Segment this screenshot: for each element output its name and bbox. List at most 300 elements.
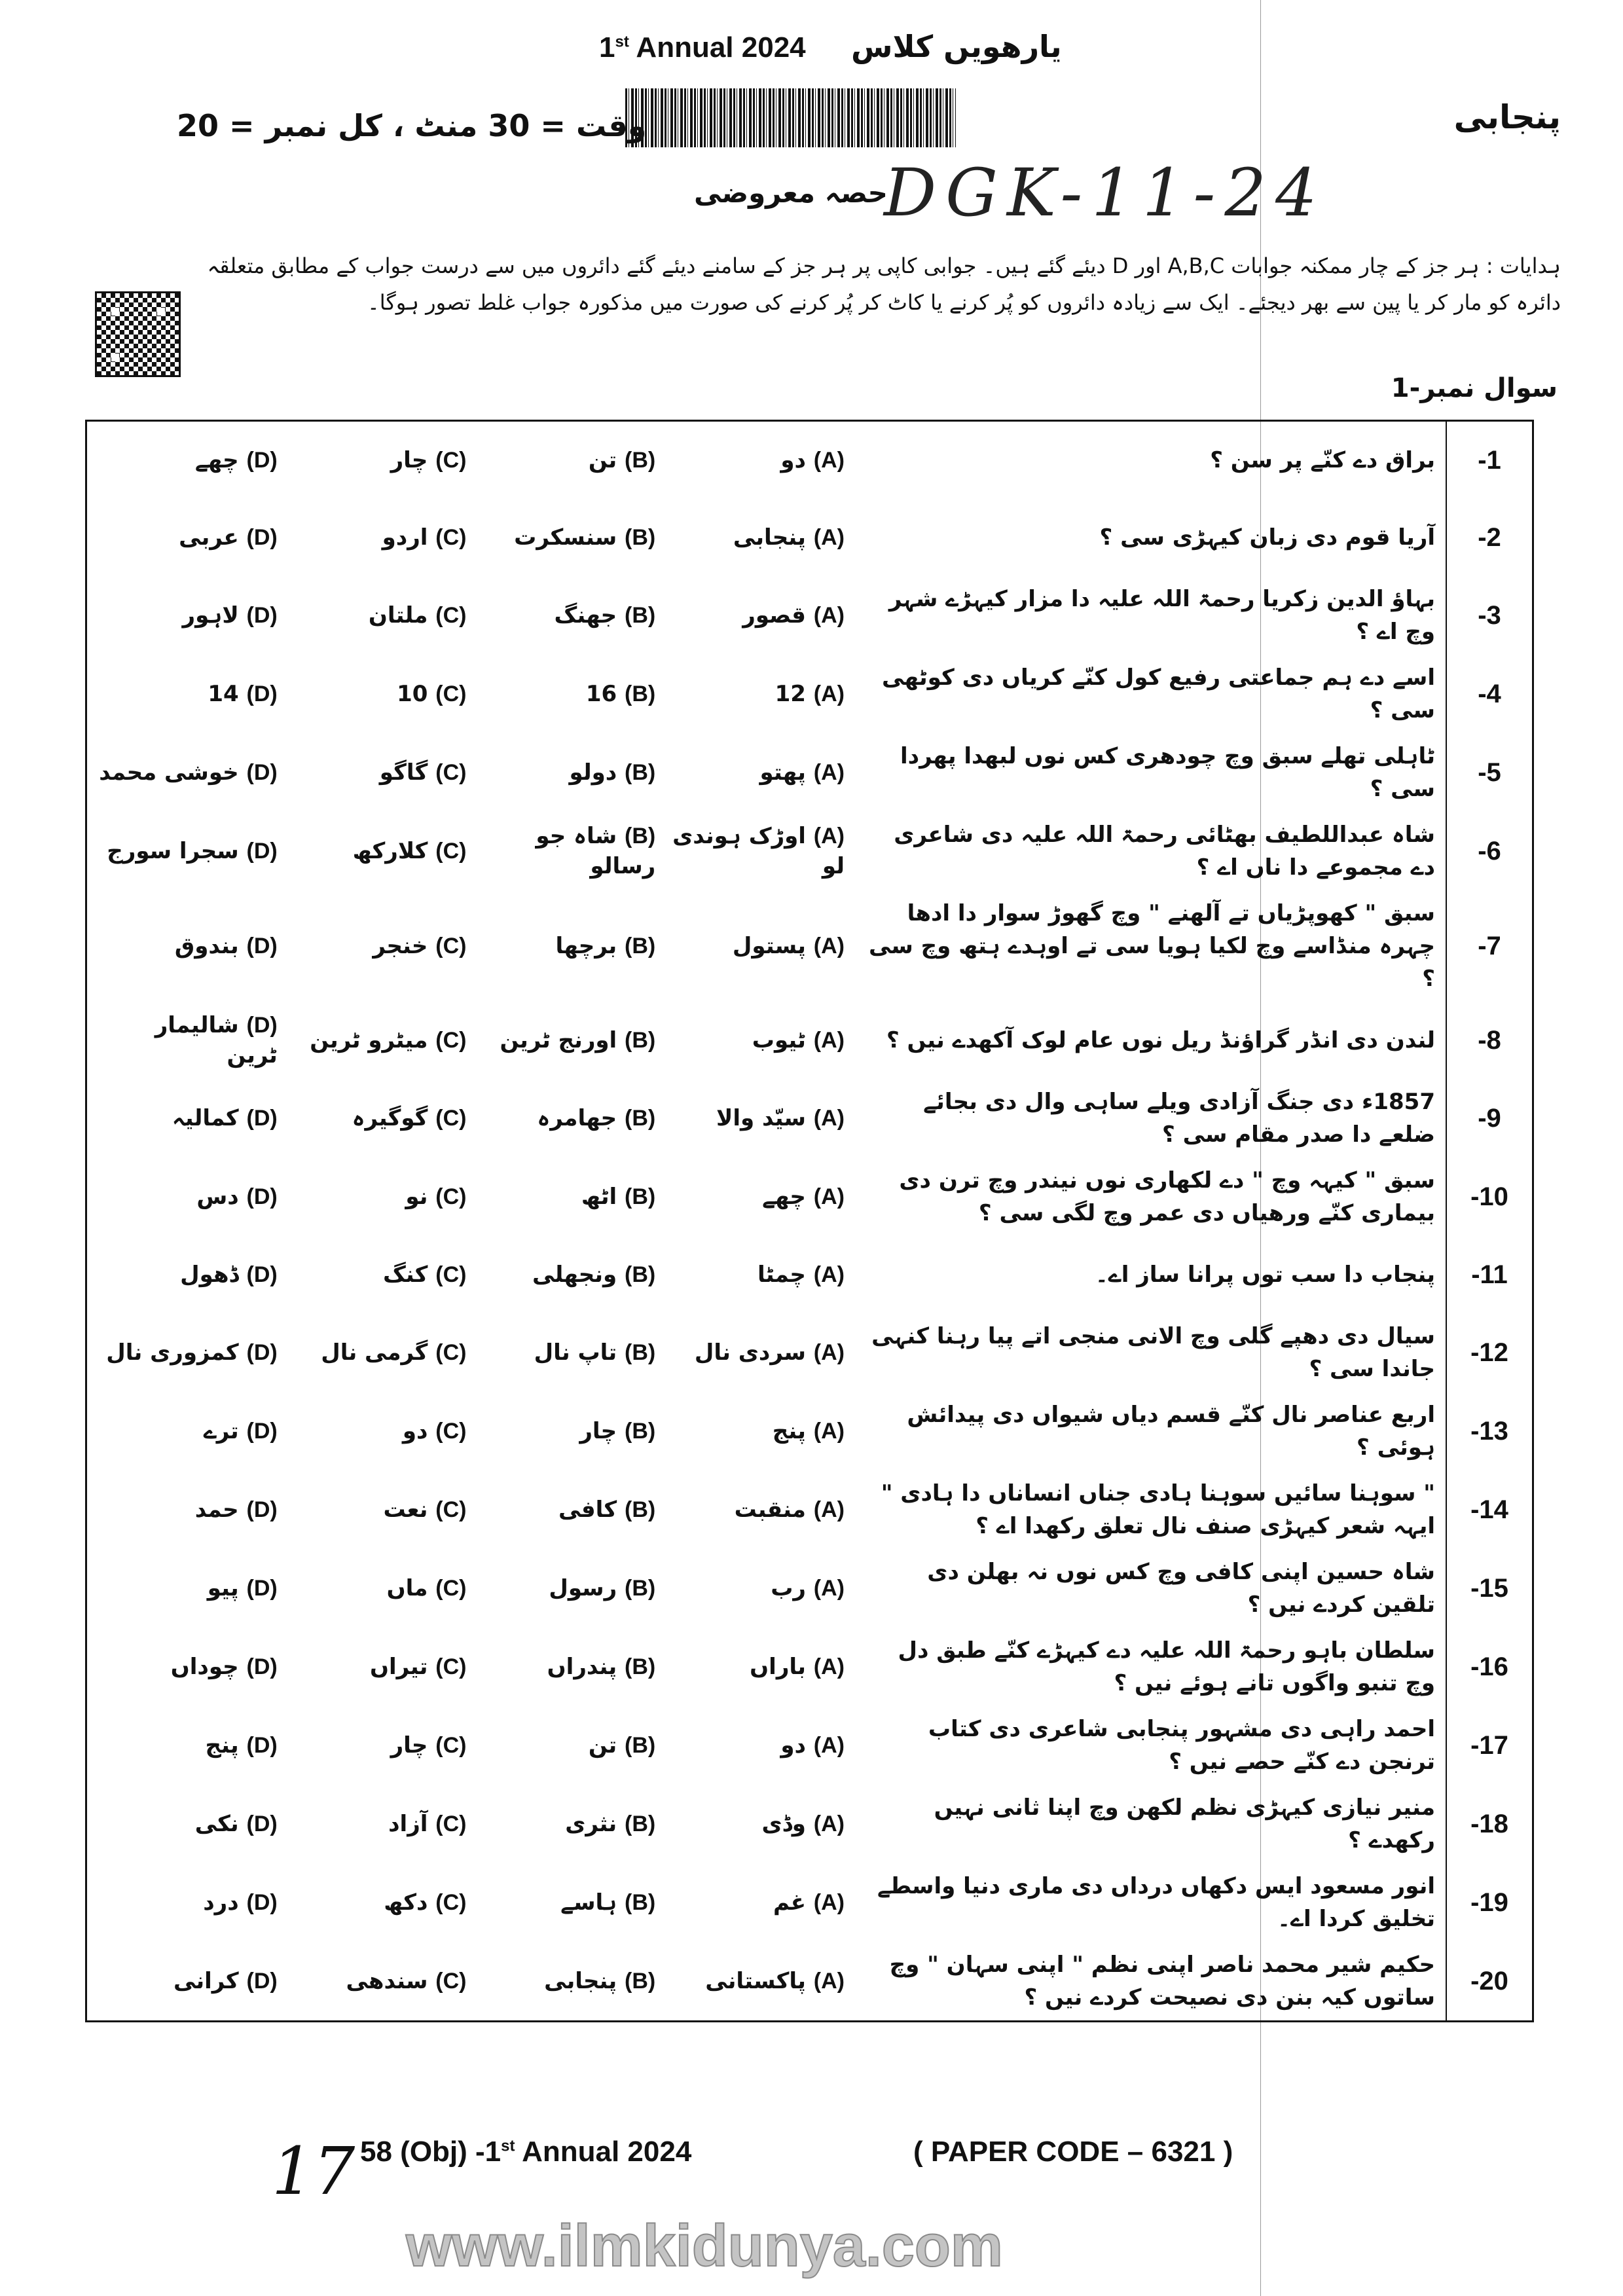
option-label: (A) xyxy=(813,824,845,848)
question-number: -6 xyxy=(1446,812,1532,890)
option-b xyxy=(472,1338,661,1368)
option-text: اوڑک ہوندی لو xyxy=(672,823,845,879)
option-c xyxy=(283,445,472,475)
question-text: شاہ عبداللطیف بھٹائی رحمۃ اللہ علیہ دی شاعری دے مجموعے دا ناں اے ؟ xyxy=(894,822,1435,881)
option-label: (C) xyxy=(435,1497,467,1522)
options-group xyxy=(87,1863,856,1942)
option-d xyxy=(94,1652,283,1682)
question-row xyxy=(87,890,1532,1002)
question-text: سلطان باہو رحمۃ اللہ علیہ دے کیہڑے کنّے طبق دل وچ تنبو واگوں تانے ہوئے نیں ؟ xyxy=(898,1637,1435,1696)
option-a xyxy=(661,931,850,961)
option-text: چار xyxy=(390,1732,428,1758)
question-row xyxy=(87,1549,1532,1628)
time-marks: وقت = 30 منٹ ، کل نمبر = 20 xyxy=(177,108,647,143)
option-text: پنجابی xyxy=(544,1968,617,1994)
option-b xyxy=(472,1025,661,1055)
option-text: خوشی محمد xyxy=(99,759,239,786)
option-c xyxy=(283,1966,472,1996)
watermark: www.ilmkidunya.com xyxy=(406,2214,1003,2279)
option-c xyxy=(283,1573,472,1603)
question-row xyxy=(87,1785,1532,1863)
question-number: -15 xyxy=(1446,1549,1532,1628)
question-text: پنجاب دا سب توں پرانا ساز اے۔ xyxy=(1095,1262,1435,1288)
exam-title xyxy=(599,31,806,64)
option-text: پندراں xyxy=(547,1654,617,1680)
question-row xyxy=(87,1863,1532,1942)
option-b xyxy=(472,1495,661,1525)
option-label: (A) xyxy=(813,1184,845,1209)
options-group xyxy=(87,422,856,499)
option-text: نثری xyxy=(565,1811,617,1837)
handwritten-code: DGK-11-24 xyxy=(884,155,1326,231)
question-number: -10 xyxy=(1446,1157,1532,1236)
option-label: (A) xyxy=(813,1497,845,1522)
question-text: براق دے کنّے پر سن ؟ xyxy=(1210,447,1435,473)
option-label: (A) xyxy=(813,603,845,628)
option-b xyxy=(472,1260,661,1290)
option-text: ملتان xyxy=(368,602,428,629)
option-text: تن xyxy=(588,1732,617,1758)
options-group xyxy=(87,1236,856,1313)
options-group xyxy=(87,890,856,1002)
question-row xyxy=(87,1706,1532,1785)
option-text: ونجھلی xyxy=(532,1262,617,1288)
option-a xyxy=(661,1495,850,1525)
option-text: عربی xyxy=(179,524,239,551)
option-text: ڈھول xyxy=(180,1262,239,1288)
option-c xyxy=(283,1260,472,1290)
options-group xyxy=(87,1392,856,1470)
option-a xyxy=(661,1416,850,1446)
option-text: ٹیوب xyxy=(752,1027,806,1053)
option-text: پنج xyxy=(205,1732,239,1758)
option-label: (B) xyxy=(625,1576,656,1601)
option-text: اٹھ xyxy=(581,1184,617,1210)
option-label: (C) xyxy=(435,1654,467,1679)
question-text: شاہ حسین اپنی کافی وچ کس نوں نہ بھلن دی تلقین کردے نیں ؟ xyxy=(927,1559,1435,1618)
option-label: (C) xyxy=(435,1106,467,1131)
option-label: (A) xyxy=(813,1576,845,1601)
option-a xyxy=(661,1025,850,1055)
option-b xyxy=(472,757,661,788)
option-text: آزاد xyxy=(388,1811,428,1837)
option-text: خنجر xyxy=(373,933,428,959)
option-text: اورنج ٹرین xyxy=(500,1027,617,1053)
option-label: (A) xyxy=(813,525,845,550)
option-d xyxy=(94,1103,283,1133)
option-label: (C) xyxy=(435,760,467,785)
question-number: -12 xyxy=(1446,1313,1532,1392)
options-group xyxy=(87,733,856,812)
option-label: (B) xyxy=(625,824,656,848)
options-group xyxy=(87,1079,856,1157)
question-number: -20 xyxy=(1446,1942,1532,2020)
option-d xyxy=(94,757,283,788)
option-c xyxy=(283,1103,472,1133)
option-text: گاگو xyxy=(379,759,428,786)
option-c xyxy=(283,1652,472,1682)
options-group xyxy=(87,1549,856,1628)
option-label: (D) xyxy=(246,760,278,785)
option-d xyxy=(94,836,283,866)
option-text: رب xyxy=(771,1575,806,1601)
option-c xyxy=(283,1338,472,1368)
option-label: (B) xyxy=(625,525,656,550)
option-text: سندھی xyxy=(346,1968,428,1994)
option-a xyxy=(661,1809,850,1839)
question-number: -9 xyxy=(1446,1079,1532,1157)
option-text: برچھا xyxy=(555,933,617,959)
option-text: تاپ نال xyxy=(534,1339,617,1366)
question-number: -17 xyxy=(1446,1706,1532,1785)
option-label: (D) xyxy=(246,1969,278,1994)
option-label: (C) xyxy=(435,448,467,473)
option-text: کلارکھ xyxy=(352,838,428,864)
option-text: رسول xyxy=(549,1575,617,1601)
instructions-line-2: دائرہ کو مار کر یا پین سے بھر دیجئے۔ ایک سے زیادہ دائروں کو پُر کرنے یا کاٹ کر پُر کرنے کی صورت میں مذکورہ جواب غلط تصور ہوگا۔ xyxy=(367,290,1561,315)
option-text: پیو xyxy=(207,1575,239,1601)
footer-code-session: Annual 2024 xyxy=(515,2136,692,2168)
option-label: (D) xyxy=(246,1106,278,1131)
option-text: گوگیرہ xyxy=(352,1105,428,1131)
option-b xyxy=(472,522,661,553)
option-label: (C) xyxy=(435,603,467,628)
instructions xyxy=(196,247,1561,321)
question-row xyxy=(87,1157,1532,1236)
section-title: حصہ معروضی xyxy=(694,177,888,209)
question-number: -5 xyxy=(1446,733,1532,812)
option-b xyxy=(472,1573,661,1603)
question-number: -8 xyxy=(1446,1002,1532,1079)
option-text: کمالیہ xyxy=(172,1105,239,1131)
question-number: -1 xyxy=(1446,422,1532,499)
option-c xyxy=(283,757,472,788)
option-b xyxy=(472,931,661,961)
option-label: (A) xyxy=(813,1890,845,1915)
option-label: (D) xyxy=(246,525,278,550)
option-label: (D) xyxy=(246,1013,278,1038)
option-label: (C) xyxy=(435,839,467,864)
option-label: (B) xyxy=(625,682,656,706)
question-row xyxy=(87,1392,1532,1470)
exam-number: 1 xyxy=(599,31,615,64)
option-label: (C) xyxy=(435,1262,467,1287)
question-text: انور مسعود ایس دکھاں درداں دی ماری دنیا واسطے تخلیق کردا اے۔ xyxy=(877,1873,1435,1932)
instructions-line-1: ہدایات : ہر جز کے چار ممکنہ جوابات A,B,C اور D دیئے گئے ہیں۔ جوابی کاپی پر ہر جز کے سامنے دیئے گئے دائروں میں سے درست جواب کے مطابق متعلقہ xyxy=(207,253,1561,278)
option-label: (C) xyxy=(435,934,467,958)
option-label: (D) xyxy=(246,448,278,473)
option-text: دکھ xyxy=(384,1889,428,1916)
option-d xyxy=(94,445,283,475)
option-b xyxy=(472,445,661,475)
option-label: (D) xyxy=(246,1733,278,1758)
option-d xyxy=(94,600,283,630)
option-label: (C) xyxy=(435,1812,467,1836)
question-row xyxy=(87,1942,1532,2020)
option-b xyxy=(472,1887,661,1918)
option-c xyxy=(283,1887,472,1918)
handwritten-page-mark: 17 xyxy=(272,2133,356,2210)
option-text: تن xyxy=(588,447,617,473)
option-label: (A) xyxy=(813,1969,845,1994)
option-b xyxy=(472,1103,661,1133)
option-text: چار xyxy=(390,447,428,473)
footer-code-prefix: 58 (Obj) -1 xyxy=(360,2136,501,2168)
option-d xyxy=(94,1182,283,1212)
option-text: حمد xyxy=(194,1497,239,1523)
option-c xyxy=(283,1809,472,1839)
option-a xyxy=(661,1966,850,1996)
option-text: ہاسے xyxy=(560,1889,617,1916)
option-a xyxy=(661,1338,850,1368)
option-text: دو xyxy=(780,1732,806,1758)
option-text: چمٹا xyxy=(757,1262,806,1288)
options-group xyxy=(87,1470,856,1549)
option-text: چھے xyxy=(762,1184,806,1210)
option-b xyxy=(472,679,661,709)
option-text: کافی xyxy=(558,1497,617,1523)
option-text: نو xyxy=(405,1184,428,1210)
option-text: سنسکرت xyxy=(514,524,617,551)
option-text: پستول xyxy=(732,933,806,959)
option-label: (D) xyxy=(246,1890,278,1915)
option-text: سجرا سورج xyxy=(107,838,239,864)
option-label: (B) xyxy=(625,603,656,628)
question-text: آریا قوم دی زبان کیہڑی سی ؟ xyxy=(1099,524,1435,551)
option-label: (D) xyxy=(246,1419,278,1444)
option-a xyxy=(661,1573,850,1603)
options-group xyxy=(87,812,856,890)
option-a xyxy=(661,1260,850,1290)
question-text: 1857ء دی جنگ آزادی ویلے ساہی وال دی بجائے ضلعے دا صدر مقام سی ؟ xyxy=(923,1089,1435,1148)
option-text: تیراں xyxy=(369,1654,428,1680)
question-row xyxy=(87,655,1532,733)
options-group xyxy=(87,1002,856,1079)
option-c xyxy=(283,836,472,866)
option-text: 14 xyxy=(208,681,239,707)
option-text: 12 xyxy=(775,681,806,707)
question-text: اربع عناصر نال کنّے قسم دیاں شیواں دی پیدائش ہوئی ؟ xyxy=(907,1402,1435,1461)
option-text: پنج xyxy=(772,1418,806,1444)
option-label: (D) xyxy=(246,1184,278,1209)
option-label: (C) xyxy=(435,1890,467,1915)
option-text: 10 xyxy=(397,681,428,707)
question-text: " سوہنا سائیں سوہنا ہادی جناں انساناں دا ہادی " ایہہ شعر کیہڑی صنف نال تعلق رکھدا اے ؟ xyxy=(881,1480,1435,1539)
option-b xyxy=(472,1809,661,1839)
option-label: (D) xyxy=(246,934,278,958)
option-label: (A) xyxy=(813,1340,845,1365)
option-text: گرمی نال xyxy=(321,1339,428,1366)
options-group xyxy=(87,1706,856,1785)
class-title: یارھویں کلاس xyxy=(851,29,1062,64)
option-a xyxy=(661,522,850,553)
option-text: دس xyxy=(196,1184,239,1210)
option-text: اردو xyxy=(382,524,428,551)
option-label: (B) xyxy=(625,448,656,473)
option-c xyxy=(283,1182,472,1212)
option-d xyxy=(94,1730,283,1760)
option-label: (D) xyxy=(246,1576,278,1601)
question-text: ٹاہلی تھلے سبق وچ چودھری کس نوں لبھدا پھردا سی ؟ xyxy=(900,743,1435,802)
option-b xyxy=(472,1416,661,1446)
option-label: (A) xyxy=(813,1106,845,1131)
option-text: سردی نال xyxy=(694,1339,806,1366)
question-text: منیر نیازی کیہڑی نظم لکھن وچ اپنا ثانی نہیں رکھدے ؟ xyxy=(934,1795,1435,1853)
option-b xyxy=(472,1730,661,1760)
question-row xyxy=(87,812,1532,890)
option-label: (B) xyxy=(625,934,656,958)
question-row xyxy=(87,576,1532,655)
question-text: اسے دے ہم جماعتی رفیع کول کنّے کریاں دی کوٹھی سی ؟ xyxy=(882,665,1435,723)
option-c xyxy=(283,522,472,553)
option-text: جھنگ xyxy=(554,602,617,629)
question-number: -4 xyxy=(1446,655,1532,733)
option-c xyxy=(283,679,472,709)
option-label: (D) xyxy=(246,1262,278,1287)
option-text: منقبت xyxy=(734,1497,806,1523)
question-label: سوال نمبر-1 xyxy=(1391,373,1558,403)
question-number: -11 xyxy=(1446,1236,1532,1313)
option-text: غم xyxy=(773,1889,806,1916)
option-text: چار xyxy=(579,1418,617,1444)
question-row xyxy=(87,1079,1532,1157)
option-label: (B) xyxy=(625,1812,656,1836)
option-text: درد xyxy=(203,1889,239,1916)
option-a xyxy=(661,1887,850,1918)
options-group xyxy=(87,499,856,576)
option-text: لاہور xyxy=(182,602,239,629)
paper-code: ( PAPER CODE – 6321 ) xyxy=(913,2136,1233,2168)
option-text: پنجابی xyxy=(733,524,806,551)
option-b xyxy=(472,1966,661,1996)
option-label: (D) xyxy=(246,839,278,864)
question-text: سبق " کھوپڑیاں تے آلھنے " وچ گھوڑ سوار دا ادھا چہرہ منڈاسے وچ لکیا ہویا سی تے اوہدے ہتھ وچ سی ؟ xyxy=(868,900,1435,992)
options-group xyxy=(87,1785,856,1863)
question-row xyxy=(87,733,1532,812)
option-label: (B) xyxy=(625,1654,656,1679)
question-number: -19 xyxy=(1446,1863,1532,1942)
option-a xyxy=(661,679,850,709)
option-label: (A) xyxy=(813,682,845,706)
option-text: وڈی xyxy=(761,1811,806,1837)
option-label: (B) xyxy=(625,1890,656,1915)
option-label: (B) xyxy=(625,1733,656,1758)
question-number: -14 xyxy=(1446,1470,1532,1549)
option-a xyxy=(661,1182,850,1212)
option-label: (A) xyxy=(813,448,845,473)
question-number: -18 xyxy=(1446,1785,1532,1863)
option-b xyxy=(472,821,661,881)
question-row xyxy=(87,422,1532,499)
footer-exam-code xyxy=(360,2136,691,2168)
option-text: کرانی xyxy=(173,1968,239,1994)
question-text: لندن دی انڈر گراؤنڈ ریل نوں عام لوک آکھدے نیں ؟ xyxy=(886,1027,1435,1053)
option-label: (A) xyxy=(813,760,845,785)
option-label: (B) xyxy=(625,1340,656,1365)
option-a xyxy=(661,1652,850,1682)
option-text: شاہ جو رسالو xyxy=(536,823,656,879)
option-text: پاکستانی xyxy=(705,1968,806,1994)
option-label: (D) xyxy=(246,1340,278,1365)
option-text: بندوق xyxy=(174,933,239,959)
question-text: بہاؤ الدین زکریا رحمۃ اللہ علیہ دا مزار کیہڑے شہر وچ اے ؟ xyxy=(888,586,1435,645)
option-label: (A) xyxy=(813,1262,845,1287)
option-c xyxy=(283,1025,472,1055)
option-text: نکی xyxy=(194,1811,239,1837)
option-label: (C) xyxy=(435,1969,467,1994)
option-label: (C) xyxy=(435,1184,467,1209)
question-text: احمد راہی دی مشہور پنجابی شاعری دی کتاب ترنجن دے کنّے حصے نیں ؟ xyxy=(928,1716,1435,1775)
option-text: ماں xyxy=(386,1575,428,1601)
question-row xyxy=(87,1470,1532,1549)
option-c xyxy=(283,931,472,961)
option-b xyxy=(472,1652,661,1682)
question-row xyxy=(87,1236,1532,1313)
option-label: (C) xyxy=(435,1340,467,1365)
option-text: باراں xyxy=(750,1654,806,1680)
option-label: (A) xyxy=(813,1028,845,1053)
option-label: (D) xyxy=(246,603,278,628)
option-b xyxy=(472,600,661,630)
option-d xyxy=(94,1495,283,1525)
option-a xyxy=(661,600,850,630)
option-text: کنگ xyxy=(382,1262,428,1288)
question-number: -16 xyxy=(1446,1628,1532,1706)
option-d xyxy=(94,931,283,961)
option-label: (A) xyxy=(813,934,845,958)
option-label: (C) xyxy=(435,1733,467,1758)
option-label: (C) xyxy=(435,682,467,706)
option-text: 16 xyxy=(585,681,617,707)
option-d xyxy=(94,679,283,709)
question-number: -13 xyxy=(1446,1392,1532,1470)
option-d xyxy=(94,1416,283,1446)
option-d xyxy=(94,1887,283,1918)
option-label: (B) xyxy=(625,1106,656,1131)
options-group xyxy=(87,1628,856,1706)
question-row xyxy=(87,499,1532,576)
option-label: (C) xyxy=(435,525,467,550)
question-number: -2 xyxy=(1446,499,1532,576)
option-d xyxy=(94,1573,283,1603)
option-text: شالیمار ٹرین xyxy=(155,1012,278,1068)
option-label: (D) xyxy=(246,1654,278,1679)
option-c xyxy=(283,1416,472,1446)
qr-code xyxy=(95,291,181,377)
option-a xyxy=(661,757,850,788)
question-number: -7 xyxy=(1446,890,1532,1002)
option-text: دو xyxy=(402,1418,428,1444)
option-text: کمزوری نال xyxy=(106,1339,239,1366)
option-label: (A) xyxy=(813,1654,845,1679)
option-text: قصور xyxy=(742,602,806,629)
question-text: سبق " کیہہ وچ " دے لکھاری نوں نیندر وچ ترن دی بیماری کنّے ورھیاں دی عمر وچ لگی سی ؟ xyxy=(899,1167,1435,1226)
option-label: (B) xyxy=(625,1028,656,1053)
barcode xyxy=(625,88,956,147)
option-label: (A) xyxy=(813,1733,845,1758)
options-group xyxy=(87,655,856,733)
option-label: (B) xyxy=(625,1184,656,1209)
option-d xyxy=(94,1809,283,1839)
option-label: (D) xyxy=(246,682,278,706)
option-label: (B) xyxy=(625,1262,656,1287)
option-d xyxy=(94,1966,283,1996)
option-text: چوداں xyxy=(170,1654,239,1680)
option-d xyxy=(94,1260,283,1290)
option-label: (B) xyxy=(625,1497,656,1522)
option-text: دولو xyxy=(569,759,617,786)
option-label: (D) xyxy=(246,1812,278,1836)
